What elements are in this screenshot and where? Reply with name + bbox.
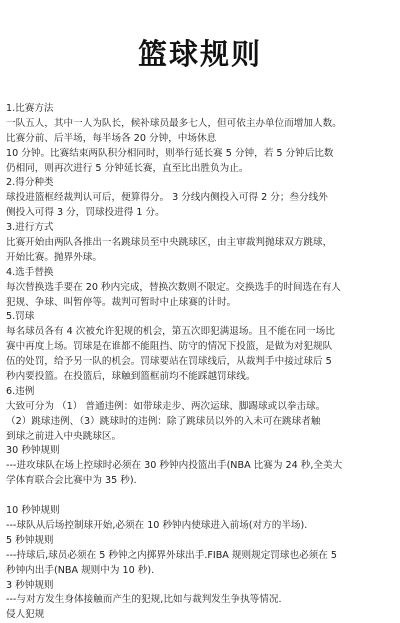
blank-line [6, 489, 394, 504]
text-line: 侵人犯规 [6, 609, 45, 621]
text-line: 3 秒钟规则 [6, 579, 54, 591]
text-line: 学体育联合会比赛中为 35 秒). [6, 475, 137, 487]
text-line: 4.选手替换 [6, 266, 54, 278]
text-line: 侧投入可得 3 分，罚球投进得 1 分。 [6, 207, 165, 219]
text-line: （2）跳球违例、（3）跳球时的违例：除了跳球员以外的入未可在跳球者触 [6, 415, 321, 427]
text-line: 开始比赛。抛界外球。 [6, 251, 102, 263]
text-line: ---进攻球队在场上控球时必须在 30 秒钟内投篮出手(NBA 比赛为 24 秒,全美大 [6, 460, 343, 472]
rules-body [6, 102, 394, 623]
text-line: 5.罚球 [6, 311, 35, 323]
text-line: 秒钟内出手(NBA 规则中为 10 秒). [6, 564, 155, 576]
page-title: 篮球规则 [137, 37, 262, 71]
text-line: 1.比赛方法 [6, 103, 54, 114]
text-line: 比赛开始由两队各推出一名跳球员至中央跳球区，由主审裁判抛球双方跳球， [6, 237, 333, 249]
text-line: 犯规、争球、叫暂停等。裁判可暂时中止球赛的计时。 [6, 296, 237, 308]
text-line: 一队五人，其中一人为队长，候补球员最多七人，但可依主办单位而增加人数。 [6, 117, 342, 129]
text-line: 球投进篮框经裁判认可后，便算得分。 3 分线内侧投入可得 2 分；叁分线外 [6, 192, 328, 204]
text-line: 到球之前进入中央跳球区。 [6, 430, 122, 442]
text-line: 10 秒钟规则 [6, 505, 60, 517]
text-line: ---持球后,球员必须在 5 秒钟之内掷界外球出手.FIBA 规则规定罚球也必须在 5 [6, 549, 338, 561]
text-line: 5 秒钟规则 [6, 534, 54, 546]
text-line: 每名球员各有 4 次被允许犯规的机会，第五次即犯满退场。且不能在同一场比 [6, 326, 335, 338]
text-line: ---球队从后场控制球开始,必须在 10 秒钟内使球进入前场(对方的半场). [6, 519, 308, 531]
text-line: 大致可分为 （1） 普通违例：如带球走步、两次运球、脚踢球或以拳击球。 [6, 400, 326, 412]
text-line: 秒内要投篮。在投篮后，球触到篮框前均不能踩越罚球线。 [6, 371, 256, 383]
text-line: 10 分钟。比赛结束两队积分相同时，则举行延长赛 5 分钟，若 5 分钟后比数 [6, 147, 334, 159]
text-line: 伍的处罚，给予另一队的机会。罚球要站在罚球线后，从裁判手中接过球后 5 [6, 356, 332, 368]
text-line: ---与对方发生身体接触而产生的犯规,比如与裁判发生争执等情况. [6, 594, 282, 606]
text-line: 每次替换选手要在 20 秒内完成，替换次数则不限定。交换选手的时间选在有人 [6, 281, 341, 293]
text-line: 2.得分种类 [6, 177, 54, 189]
text-line: 仍相同，则再次进行 5 分钟延长赛，直至比出胜负为止。 [6, 162, 249, 174]
text-line: 比赛分前、后半场，每半场各 20 分钟，中场休息 [6, 132, 217, 144]
text-line: 赛中再度上场。罚球是在谁都不能阻挡、防守的情况下投篮，是做为对犯规队 [6, 341, 333, 353]
text-line: 3.进行方式 [6, 222, 54, 234]
text-line: 6.违例 [6, 385, 35, 397]
text-line: 30 秒钟规则 [6, 445, 60, 457]
